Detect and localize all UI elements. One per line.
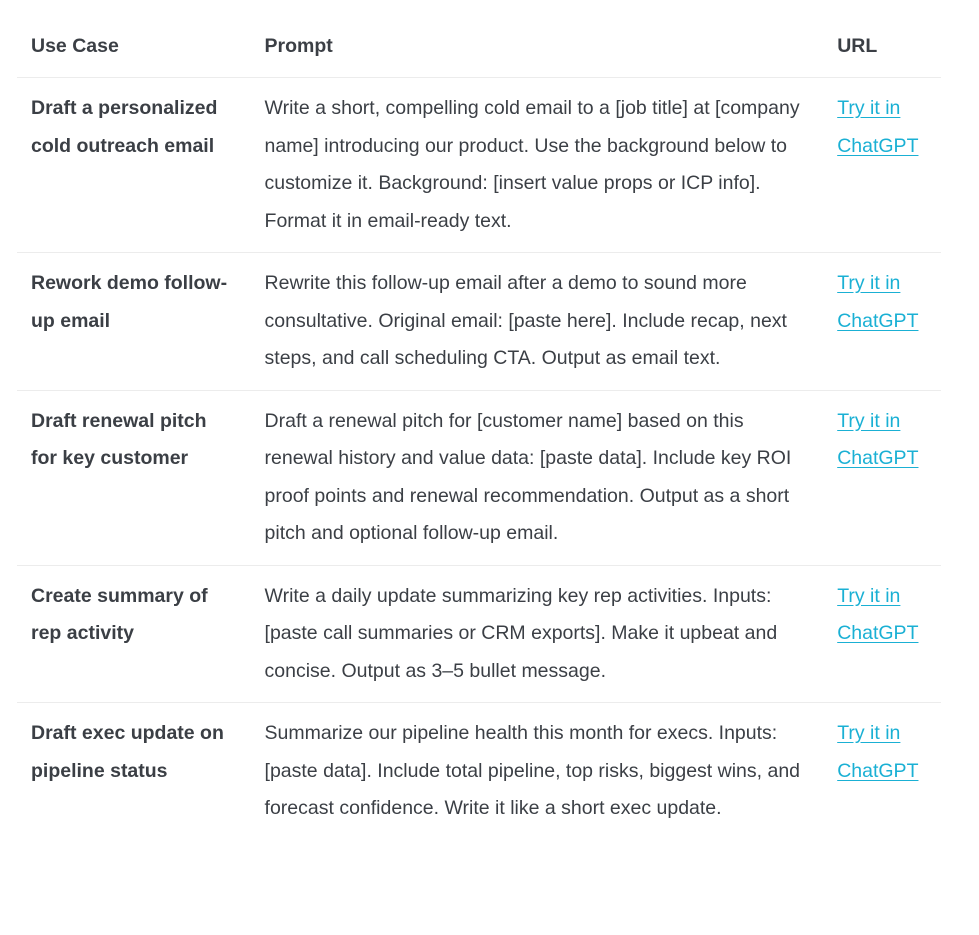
use-case-cell: Rework demo follow-up email bbox=[17, 253, 251, 391]
prompt-table bbox=[17, 17, 941, 840]
prompt-cell: Write a short, compelling cold email to a [job title] at [company name] introducing our product. Use the background below to customize it. Background: [insert value props or ICP info]. Format it in email-ready text. bbox=[251, 78, 824, 253]
table-body bbox=[17, 78, 941, 840]
table-row bbox=[17, 253, 941, 391]
try-in-chatgpt-link[interactable]: Try it in ChatGPT bbox=[837, 97, 919, 157]
table-row bbox=[17, 565, 941, 703]
try-in-chatgpt-link[interactable]: Try it in ChatGPT bbox=[837, 722, 919, 782]
use-case-cell: Draft exec update on pipeline status bbox=[31, 722, 224, 782]
table-header bbox=[17, 17, 941, 78]
use-case-cell: Draft renewal pitch for key customer bbox=[17, 390, 251, 565]
url-cell bbox=[823, 253, 941, 391]
table-row bbox=[17, 390, 941, 565]
url-cell bbox=[823, 390, 941, 565]
try-in-chatgpt-link[interactable]: Try it in ChatGPT bbox=[837, 409, 919, 469]
header-row bbox=[17, 17, 941, 78]
column-header-url: URL bbox=[823, 17, 941, 78]
url-cell bbox=[823, 565, 941, 703]
url-cell bbox=[823, 78, 941, 253]
table-row bbox=[17, 703, 941, 840]
use-case-cell: Draft a personalized cold outreach email bbox=[17, 78, 251, 253]
try-in-chatgpt-link[interactable]: Try it in ChatGPT bbox=[837, 584, 919, 644]
url-cell bbox=[823, 703, 941, 840]
prompt-cell: Rewrite this follow-up email after a demo to sound more consultative. Original email: [paste here]. Include recap, next steps, and call scheduling CTA. Output as email text. bbox=[251, 253, 824, 391]
prompt-cell: Write a daily update summarizing key rep activities. Inputs: [paste call summaries or CRM exports]. Make it upbeat and concise. Output as 3–5 bullet message. bbox=[251, 565, 824, 703]
column-header-use-case: Use Case bbox=[17, 17, 251, 78]
column-header-prompt: Prompt bbox=[251, 17, 824, 78]
table-row bbox=[17, 78, 941, 253]
prompt-cell: Summarize our pipeline health this month for execs. Inputs: [paste data]. Include total pipeline, top risks, biggest wins, and forecast confidence. Write it like a short exec update. bbox=[264, 722, 801, 819]
use-case-cell: Create summary of rep activity bbox=[17, 565, 251, 703]
try-in-chatgpt-link[interactable]: Try it in ChatGPT bbox=[837, 272, 919, 332]
prompt-cell: Draft a renewal pitch for [customer name] based on this renewal history and value data: [paste data]. Include key ROI proof points and renewal recommendation. Output as a short pitch and optional follow-up email. bbox=[251, 390, 824, 565]
